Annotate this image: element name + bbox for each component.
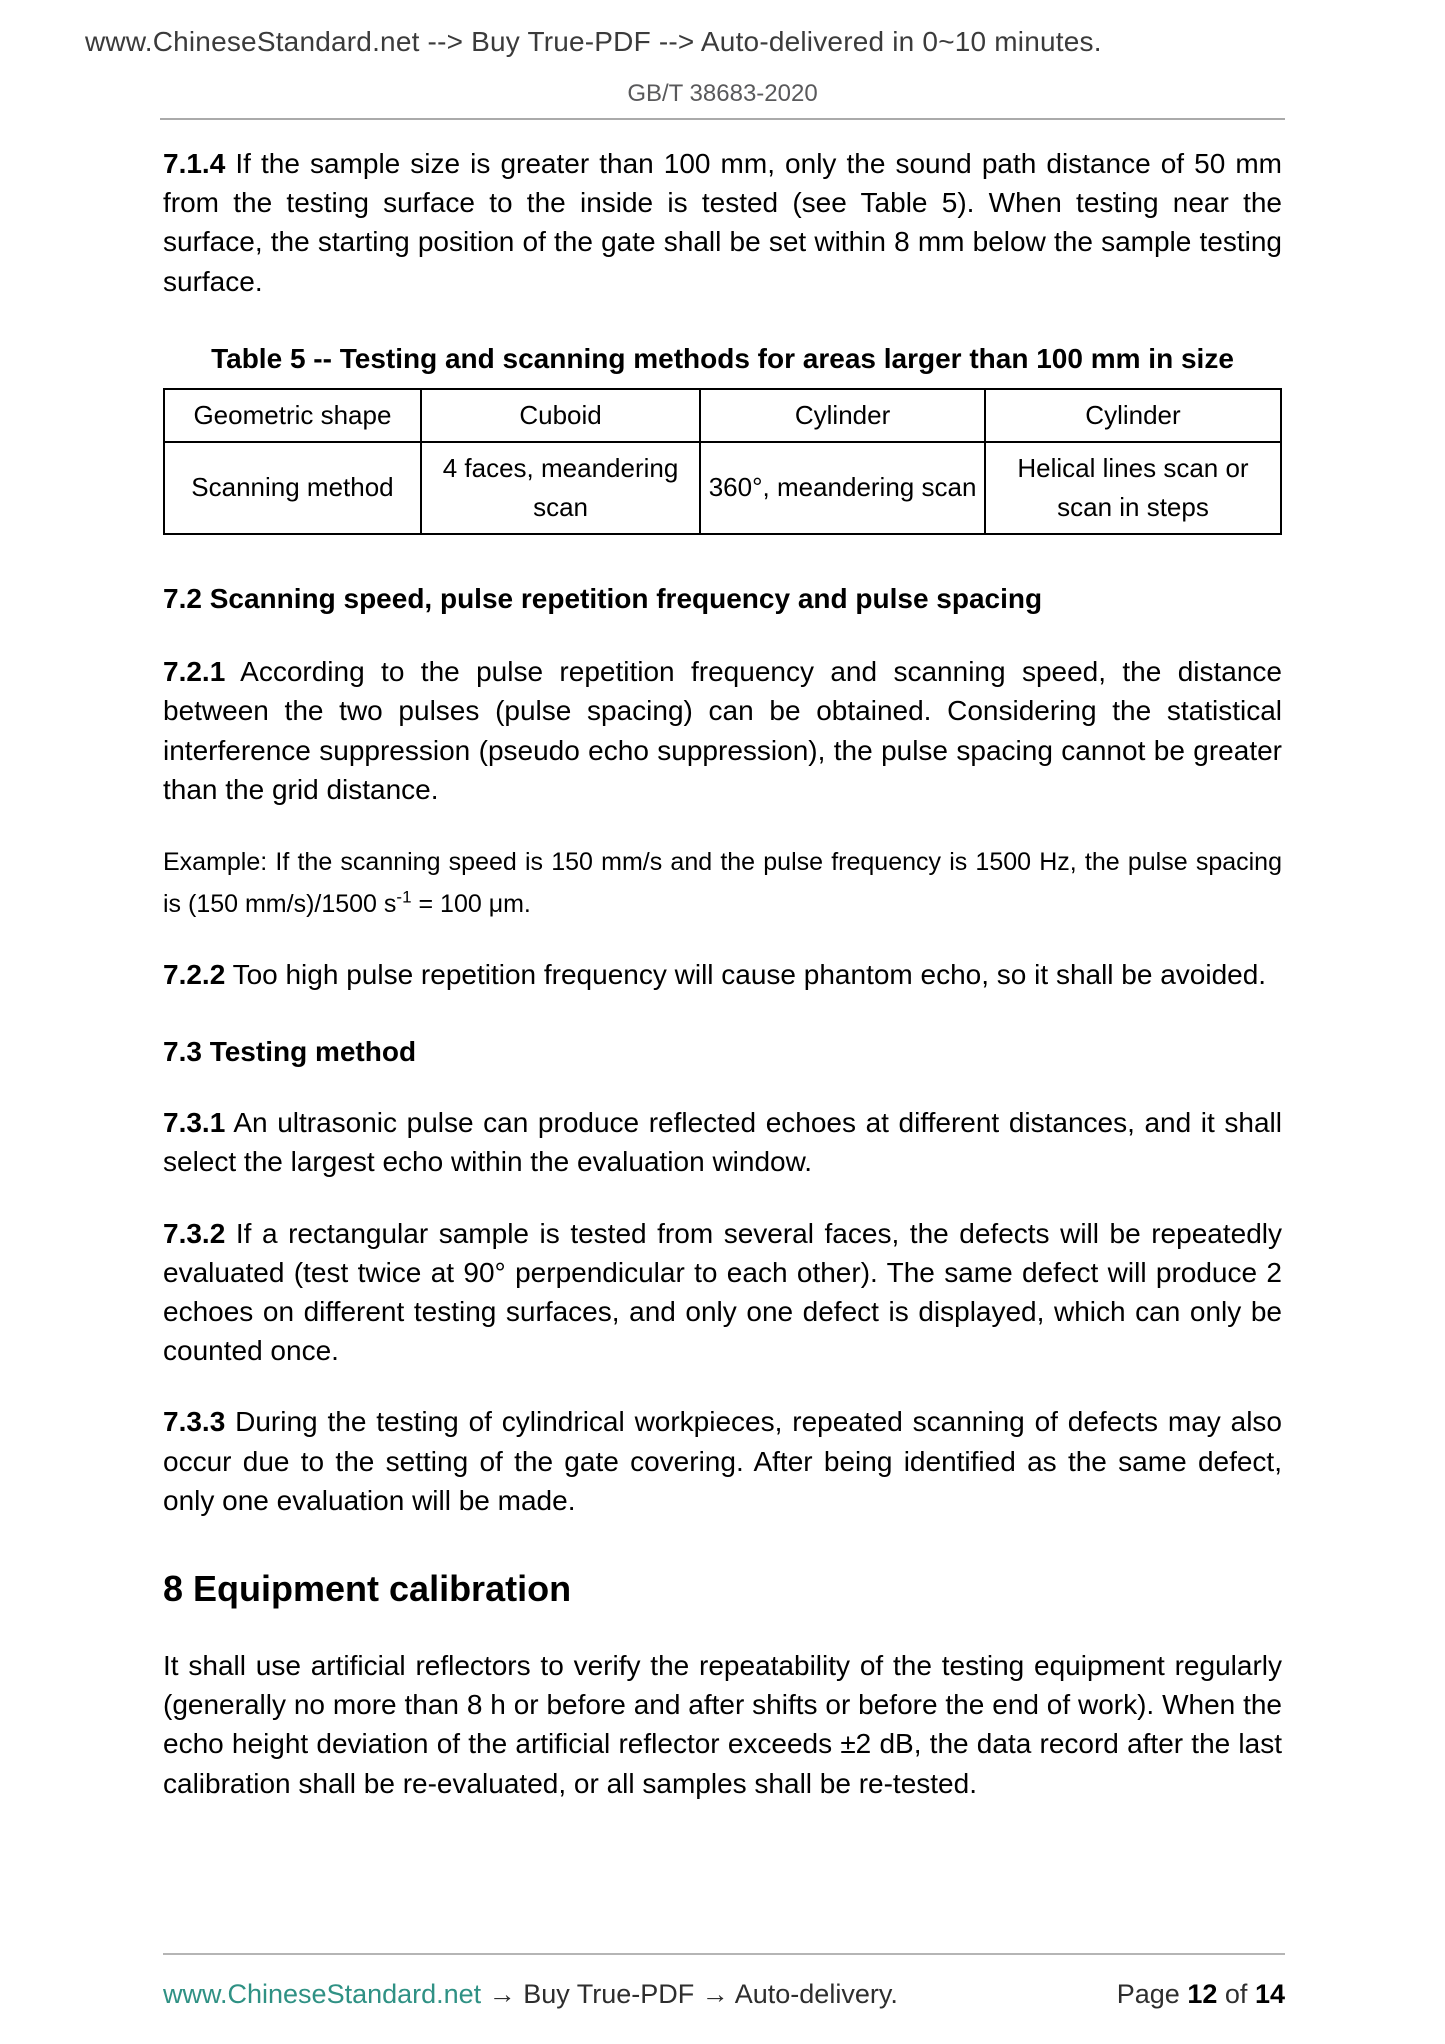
of-label: of <box>1224 1979 1248 2009</box>
footer-promo <box>163 1979 898 2010</box>
clause-number: 7.3.2 <box>163 1217 226 1249</box>
paragraph-8: It shall use artificial reflectors to verify the repeatability of the testing equipment regularly (generally no more than 8 h or before and after shifts or before the end of work). When the echo height deviation of the artificial reflector exceeds ±2 dB, the data record after the last calibration shall be re-evaluated, or all samples shall be re-tested. <box>163 1649 1282 1799</box>
clause-number: 7.3.1 <box>163 1107 226 1139</box>
clause-text: If a rectangular sample is tested from several faces, the defects will be repeatedly evaluated (test twice at 90° perpendicular to each other). The same defect will produce 2 echoes on different testing surfaces, and only one defect is displayed, which can only be counted once. <box>163 1217 1282 1367</box>
footer-promo-text: → Buy True-PDF → Auto-delivery. <box>488 1979 898 2009</box>
paragraph-7-2-2 <box>163 955 1282 994</box>
example-text: Example: If the scanning speed is 150 mm/s and the pulse frequency is 1500 Hz, the pulse spacing is (150 mm/s)/1500 s <box>163 847 1282 918</box>
paragraph-7-2-1 <box>163 652 1282 809</box>
page-number: 12 <box>1187 1979 1218 2009</box>
clause-text: If the sample size is greater than 100 mm, only the sound path distance of 50 mm from the testing surface to the inside is tested (see Table 5). When testing near the surface, the starting position of the gate shall be set within 8 mm below the sample testing surface. <box>163 148 1283 297</box>
paragraph-7-1-4 <box>163 144 1282 301</box>
section-heading-7-3: 7.3 Testing method <box>163 1036 417 1068</box>
table5-title: Table 5 -- Testing and scanning methods for areas larger than 100 mm in size <box>211 342 1234 374</box>
page-indicator <box>1117 1979 1285 2010</box>
example-text-end: = 100 μm. <box>411 889 531 918</box>
clause-text: Too high pulse repetition frequency will cause phantom echo, so it shall be avoided. <box>232 958 1267 990</box>
table-cell: Cuboid <box>421 389 700 442</box>
paragraph-7-3-3 <box>163 1402 1282 1520</box>
paragraph-7-3-1 <box>163 1103 1282 1181</box>
superscript: -1 <box>396 887 412 907</box>
footer-site-link[interactable]: www.ChineseStandard.net <box>163 1979 482 2009</box>
document-body <box>0 144 1445 1803</box>
table-row <box>164 442 1281 534</box>
clause-text: An ultrasonic pulse can produce reflected echoes at different distances, and it shall select the largest echo within the evaluation window. <box>163 1107 1282 1178</box>
clause-number: 7.3.3 <box>163 1406 226 1438</box>
chapter-heading-8: 8 Equipment calibration <box>163 1567 572 1609</box>
example-note <box>163 841 1282 925</box>
page-footer <box>163 1953 1285 2010</box>
table-cell: Scanning method <box>164 442 421 534</box>
table-cell: 4 faces, meandering scan <box>421 442 700 534</box>
clause-text: According to the pulse repetition frequency and scanning speed, the distance between the two pulses (pulse spacing) can be obtained. Considering the statistical interference suppression (pseudo echo suppression), the pulse spacing cannot be greater than the grid distance. <box>163 656 1283 805</box>
table-row <box>164 389 1281 442</box>
table-cell: 360°, meandering scan <box>700 442 985 534</box>
clause-number: 7.2.1 <box>163 656 226 688</box>
standard-number: GB/T 38683-2020 <box>627 80 818 107</box>
page-total: 14 <box>1254 1979 1285 2009</box>
header-divider <box>160 118 1285 120</box>
table5 <box>163 388 1282 535</box>
table-cell: Helical lines scan or scan in steps <box>985 442 1281 534</box>
section-heading-7-2: 7.2 Scanning speed, pulse repetition frequency and pulse spacing <box>163 582 1043 614</box>
header-promo-text: www.ChineseStandard.net --> Buy True-PDF --> Auto-delivered in 0~10 minutes. <box>85 26 1102 57</box>
page-label: Page <box>1116 1979 1180 2009</box>
clause-text: During the testing of cylindrical workpieces, repeated scanning of defects may also occur due to the setting of the gate covering. After being identified as the same defect, only one evaluation will be made. <box>163 1406 1283 1516</box>
clause-number: 7.1.4 <box>163 148 226 179</box>
page-header <box>0 0 1445 120</box>
footer-divider <box>163 1953 1285 1955</box>
clause-number: 7.2.2 <box>163 958 226 990</box>
table-cell: Cylinder <box>700 389 985 442</box>
table-cell: Cylinder <box>985 389 1281 442</box>
paragraph-7-3-2 <box>163 1214 1282 1371</box>
table-cell: Geometric shape <box>164 389 421 442</box>
